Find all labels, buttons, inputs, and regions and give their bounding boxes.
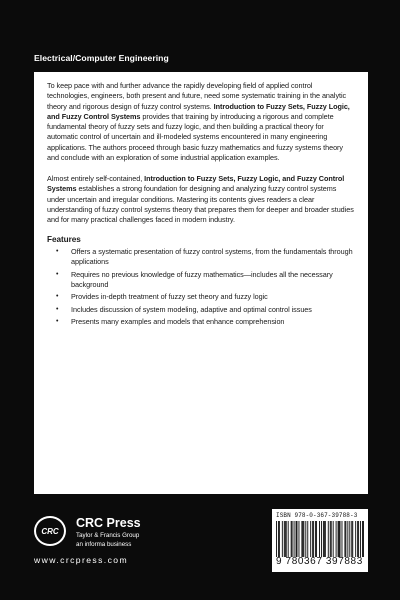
barcode-bar <box>358 521 359 557</box>
bullet-icon: • <box>56 270 59 278</box>
features-list <box>47 247 355 328</box>
barcode-bar <box>330 521 331 557</box>
description-panel <box>34 72 368 494</box>
barcode-bar <box>312 521 313 557</box>
feature-item <box>47 247 355 268</box>
barcode-bar <box>291 521 292 557</box>
barcode-bar <box>316 521 317 557</box>
publisher-group: Taylor & Francis Group <box>76 532 140 539</box>
barcode-bar <box>307 521 308 557</box>
barcode-bar <box>278 521 279 557</box>
bullet-icon: • <box>56 247 59 255</box>
barcode-bar <box>298 521 299 557</box>
isbn-label: ISBN 978-0-367-39788-3 <box>276 512 358 519</box>
bullet-icon: • <box>56 305 59 313</box>
feature-text: Provides in-depth treatment of fuzzy set theory and fuzzy logic <box>71 292 268 302</box>
publisher-name: CRC Press <box>76 516 141 530</box>
barcode-bar <box>363 521 364 557</box>
book-title-inline: Introduction to Fuzzy Sets, Fuzzy Logic, and Fuzzy Control Systems <box>47 173 345 194</box>
barcode-bar <box>301 521 302 557</box>
feature-text: Requires no previous knowledge of fuzzy mathematics—includes all the necessary background <box>71 269 333 289</box>
barcode-bar <box>294 521 295 557</box>
feature-text: Includes discussion of system modeling, adaptive and optimal control issues <box>71 304 312 314</box>
barcode-bar <box>362 521 363 557</box>
feature-item <box>47 270 355 291</box>
barcode-bar <box>297 521 298 557</box>
paragraph-text: establishes a strong foundation for designing and analyzing fuzzy control systems under uncertain and irregular conditions. Mastering its contents gives readers a clear understanding of fuzzy control systems theory that prepares them for deeper and broader studies and for many practical challenges faced in modern industry. <box>47 184 354 225</box>
barcode-bar <box>292 521 293 557</box>
paragraph-text: To keep pace with and further advance the rapidly developing field of applied control technologies, engineers, both present and future, need some systematic training in the analytic theory and rigorous design of fuzzy control systems. <box>47 81 347 111</box>
barcode-number: 9 780367 397883 <box>276 556 363 567</box>
barcode-bar <box>313 521 314 557</box>
barcode-bar <box>355 521 356 557</box>
barcode-bar <box>296 521 297 557</box>
barcode-bar <box>340 521 341 557</box>
barcode-bar <box>302 521 303 557</box>
feature-text: Presents many examples and models that enhance comprehension <box>71 317 285 327</box>
barcode-bar <box>344 521 345 557</box>
description-paragraph-1 <box>47 81 355 163</box>
publisher-url: www.crcpress.com <box>34 555 129 565</box>
barcode-bar <box>349 521 350 557</box>
bullet-icon: • <box>56 293 59 301</box>
barcode-bar <box>328 521 329 557</box>
barcode-bar <box>276 521 277 557</box>
barcode-bar <box>284 521 285 557</box>
bullet-icon: • <box>56 318 59 326</box>
description-paragraph-2 <box>47 174 355 225</box>
barcode-bar <box>338 521 339 557</box>
barcode-bar <box>319 521 320 557</box>
feature-item <box>47 292 355 302</box>
barcode-bar <box>321 521 322 557</box>
barcode-bar <box>285 521 286 557</box>
barcode-bar <box>357 521 358 557</box>
barcode-bar <box>339 521 340 557</box>
barcode-bar <box>282 521 283 557</box>
barcode-bars <box>276 521 364 557</box>
barcode-bar <box>303 521 304 557</box>
barcode-bar <box>360 521 361 557</box>
barcode-bar <box>315 521 316 557</box>
paragraph-text: provides that training by introducing a rigorous and complete fundamental theory of fuzzy sets and fuzzy logic, and then building a practical theory for automatic control of uncertain and ill-modeled systems encountered in many engineering applications. The authors proceed through basic fuzzy mathematics and fuzzy systems theory and conclude with an exploration of some industrial application examples. <box>47 111 343 163</box>
feature-text: Offers a systematic presentation of fuzzy control systems, from the fundamentals through applications <box>71 246 353 267</box>
paragraph-text: Almost entirely self-contained, <box>47 173 145 183</box>
barcode-bar <box>288 521 289 557</box>
isbn-barcode <box>272 509 368 572</box>
barcode-bar <box>323 521 324 557</box>
barcode-bar <box>324 521 325 557</box>
barcode-bar <box>279 521 280 557</box>
features-heading: Features <box>47 235 81 245</box>
barcode-bar <box>331 521 332 557</box>
barcode-bar <box>310 521 311 557</box>
barcode-bar <box>352 521 353 557</box>
publisher-tagline: an informa business <box>76 541 132 548</box>
barcode-bar <box>351 521 352 557</box>
feature-item <box>47 305 355 315</box>
barcode-bar <box>333 521 334 557</box>
crc-logo-icon: CRC <box>34 516 66 546</box>
barcode-bar <box>347 521 348 557</box>
barcode-bar <box>305 521 306 557</box>
book-title-inline: Introduction to Fuzzy Sets, Fuzzy Logic, and Fuzzy Control Systems <box>47 101 350 121</box>
barcode-bar <box>336 521 337 557</box>
barcode-bar <box>345 521 346 557</box>
barcode-bar <box>342 521 343 557</box>
feature-item <box>47 317 355 327</box>
book-category: Electrical/Computer Engineering <box>34 53 169 63</box>
barcode-bar <box>286 521 287 557</box>
barcode-bar <box>325 521 326 557</box>
